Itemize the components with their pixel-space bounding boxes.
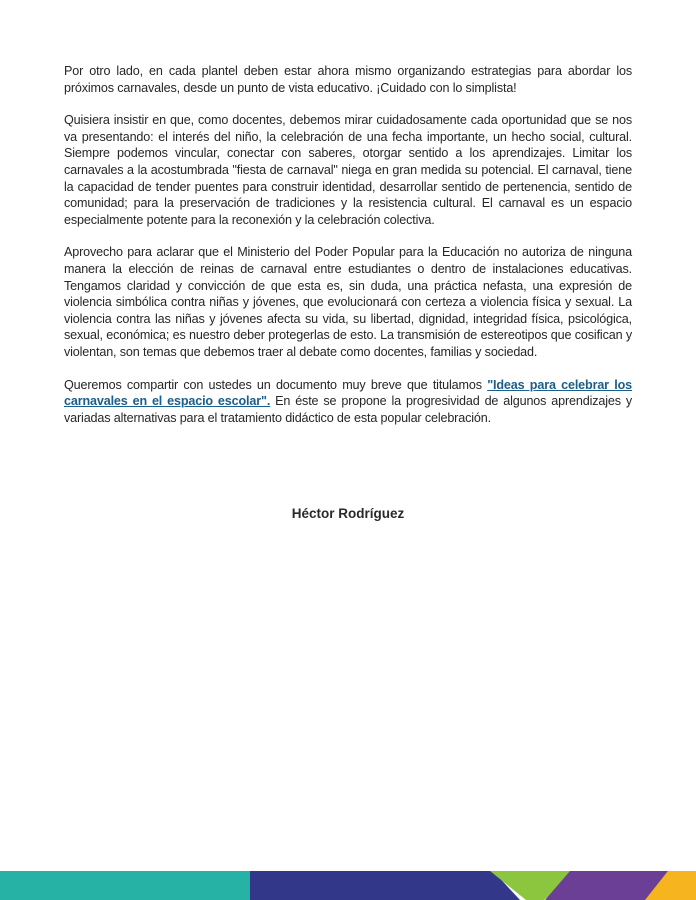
- paragraph-4: [64, 377, 632, 427]
- footer-band-teal: [0, 871, 260, 900]
- footer-band-navy: [250, 871, 520, 900]
- paragraph-2: Quisiera insistir en que, como docentes, debemos mirar cuidadosamente cada oportunidad que se nos va presentando: el interés del niño, la celebración de una fecha importante, un hecho social, cultural. Siempre podemos vincular, conectar con saberes, otorgar sentido a los aprendizajes. Limitar los carnavales a la acostumbrada "fiesta de carnaval" niega en gran medida su potencial. El carnaval, tiene la capacidad de tender puentes para construir identidad, desarrollar sentido de pertenencia, sentido de comunidad; para la preservación de tradiciones y la resistencia cultural. El carnaval es un espacio especialmente potente para la reconexión y la celebración colectiva.: [64, 113, 632, 227]
- paragraph-4-rest: En éste se propone la progresividad de algunos aprendizajes y variadas alternativas para el tratamiento didáctico de esta popular celebración.: [64, 394, 632, 425]
- paragraph-4-intro: Queremos compartir con ustedes un documento muy breve que titulamos: [64, 377, 488, 392]
- footer-color-band: [0, 871, 696, 900]
- paragraph-1: Por otro lado, en cada plantel deben estar ahora mismo organizando estrategias para abordar los próximos carnavales, desde un punto de vista educativo. ¡Cuidado con lo simplista!: [64, 64, 632, 95]
- ideas-document-link[interactable]: "Ideas para celebrar los carnavales en el espacio escolar".: [64, 377, 632, 409]
- document-body: [64, 63, 632, 442]
- paragraph-3: Aprovecho para aclarar que el Ministerio del Poder Popular para la Educación no autoriza de ninguna manera la elección de reinas de carnaval entre estudiantes o dentro de instalaciones educativas. Tengamos claridad y convicción de que esta es, sin duda, una práctica nefasta, una expresión de violencia simbólica contra niñas y jóvenes, que evolucionará con certeza a violencia física y sexual. La violencia contra las niñas y jóvenes afecta su vida, su libertad, dignidad, integridad física, psicológica, sexual, económica; es nuestro deber protegerlas de esto. La transmisión de estereotipos que cosifican y violentan, son temas que debemos traer al debate como docentes, familias y sociedad.: [64, 245, 632, 359]
- signature: Héctor Rodríguez: [291, 506, 405, 521]
